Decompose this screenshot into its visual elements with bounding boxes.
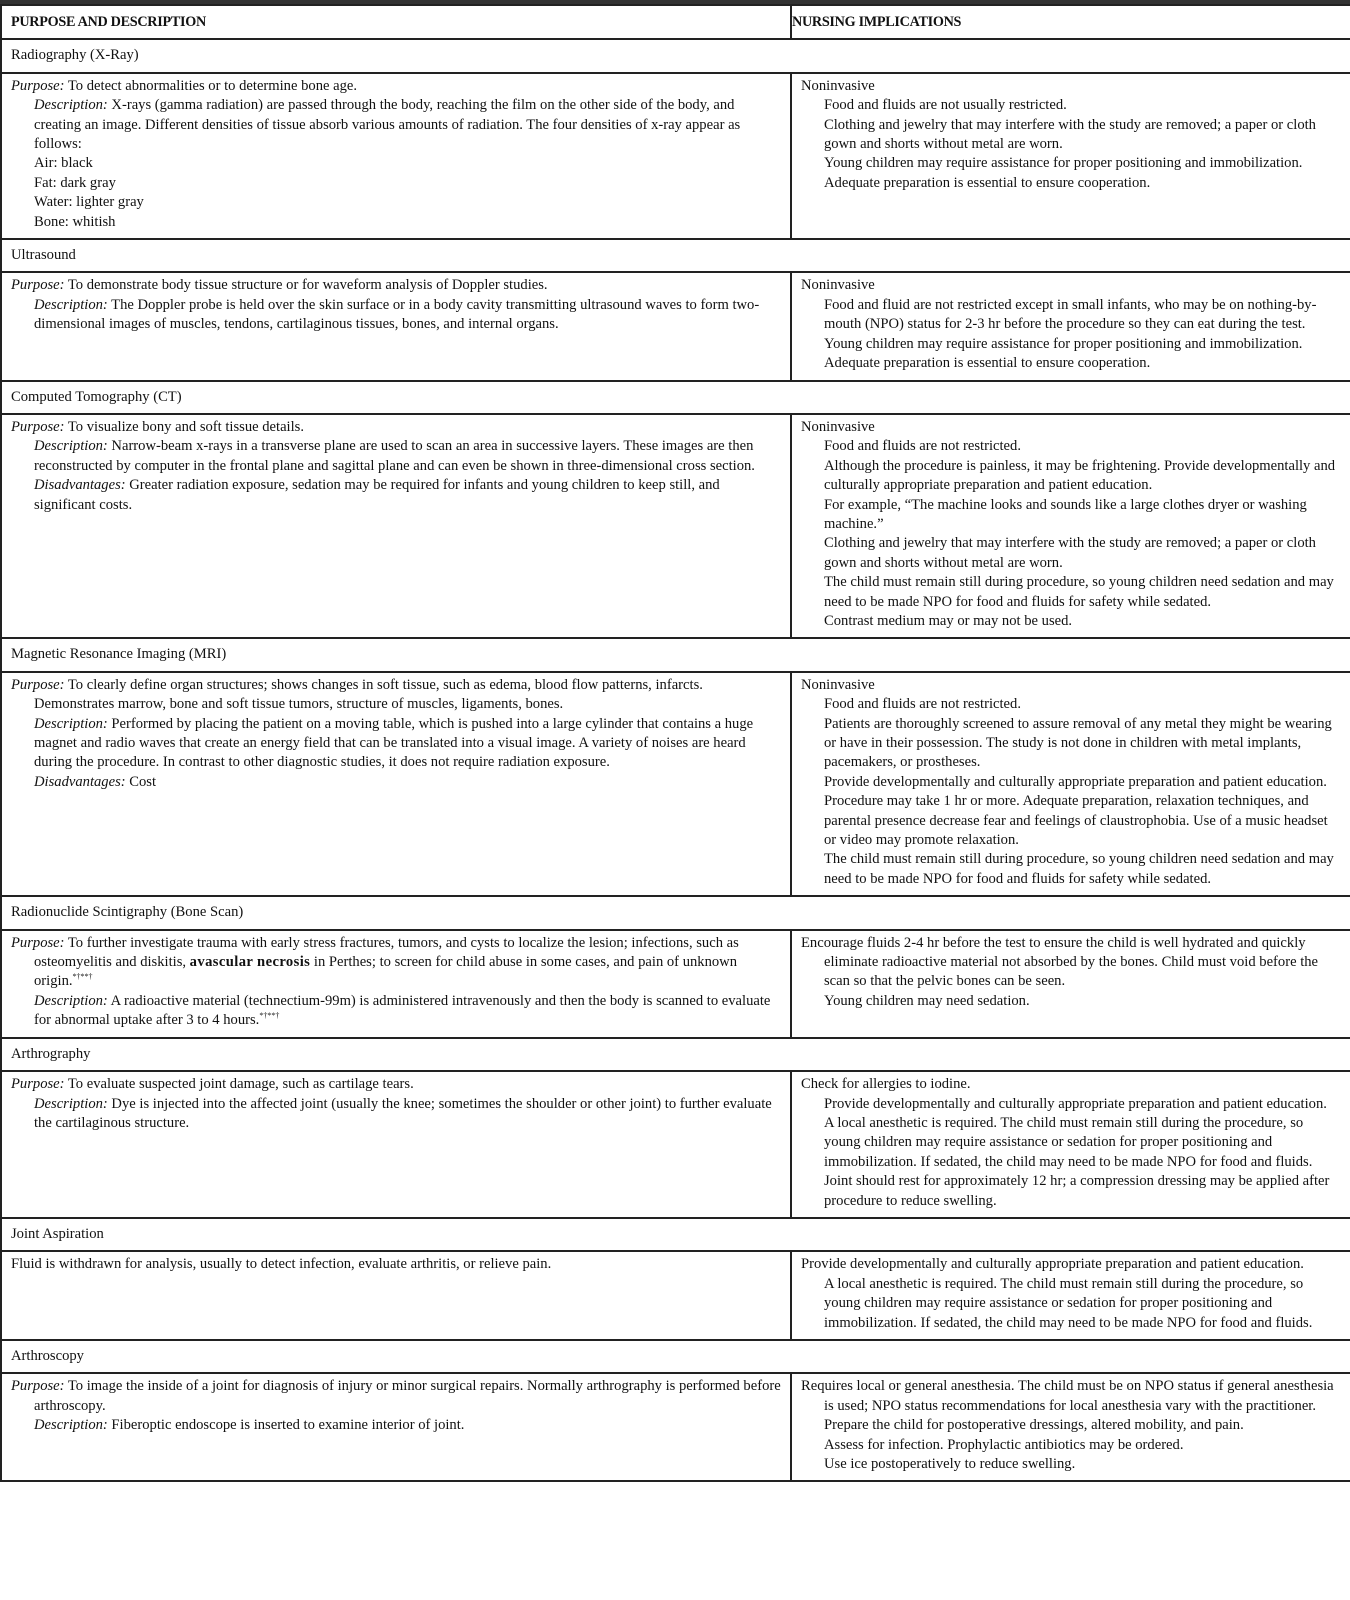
purpose-label: Purpose: bbox=[11, 934, 65, 951]
nursing-item: Food and fluids are not usually restricted. bbox=[824, 97, 1067, 114]
reference-marks: *†**† bbox=[259, 1011, 280, 1021]
nursing-item: For example, “The machine looks and sounds like a large clothes dryer or washing machine.” bbox=[824, 496, 1307, 532]
nursing-item: Adequate preparation is essential to ensure cooperation. bbox=[824, 355, 1151, 372]
nursing-item: Young children may require assistance for proper positioning and immobilization. bbox=[824, 335, 1303, 352]
section-body-row bbox=[1, 414, 1350, 638]
radiography-description-cell bbox=[1, 73, 791, 239]
description-text: X-rays (gamma radiation) are passed through the body, reaching the film on the other side of the body, and creating an image. Different densities of tissue absorb various amounts of radiation. The four densities of x-ray appear as follows: bbox=[34, 97, 741, 153]
nursing-item: A local anesthetic is required. The child must remain still during the procedure, so young children may require assistance or sedation for proper positioning and immobilization. If sedated, the child may need to be made NPO for food and fluids. bbox=[824, 1114, 1313, 1170]
arthroscopy-description-cell bbox=[1, 1373, 791, 1481]
purpose-line bbox=[11, 418, 781, 437]
section-title-joint-aspiration: Joint Aspiration bbox=[1, 1218, 1350, 1251]
nursing-item: Provide developmentally and culturally appropriate preparation and patient education. bbox=[824, 1095, 1327, 1112]
nursing-item: Procedure may take 1 hr or more. Adequate preparation, relaxation techniques, and parental presence decrease fear and feelings of claustrophobia. Use of a music headset or video may promote relaxation. bbox=[824, 793, 1328, 849]
disadvantages-line bbox=[11, 476, 781, 515]
nursing-item: Provide developmentally and culturally appropriate preparation and patient education. bbox=[824, 773, 1327, 790]
purpose-label: Purpose: bbox=[11, 418, 65, 435]
disadvantages-line bbox=[11, 773, 781, 792]
description-text: A radioactive material (technectium-99m) is administered intravenously and then the body is scanned to evaluate for abnormal uptake after 3 to 4 hours. bbox=[34, 992, 771, 1029]
description-text: Narrow-beam x-rays in a transverse plane are used to scan an area in successive layers. These images are then reconstructed by computer in the frontal plane and sagittal plane and can even be shown in three-dimensional cross section. bbox=[34, 438, 755, 474]
purpose-continuation: Demonstrates marrow, bone and soft tissue tumors, structure of muscles, ligaments, bones. bbox=[34, 696, 564, 713]
section-title-row bbox=[1, 638, 1350, 671]
section-body-row bbox=[1, 1373, 1350, 1481]
disadvantages-text: Greater radiation exposure, sedation may be required for infants and young children to keep still, and significant costs. bbox=[34, 477, 720, 513]
section-body-row bbox=[1, 930, 1350, 1038]
header-purpose-description: PURPOSE AND DESCRIPTION bbox=[1, 5, 791, 39]
description-label: Description: bbox=[34, 438, 108, 455]
description-label: Description: bbox=[34, 296, 108, 313]
description-line bbox=[11, 296, 781, 335]
procedures-table bbox=[0, 4, 1350, 1482]
nursing-item: Assess for infection. Prophylactic antibiotics may be ordered. bbox=[824, 1436, 1184, 1453]
ultrasound-description-cell bbox=[1, 272, 791, 380]
nursing-lead: Encourage fluids 2-4 hr before the test to ensure the child is well hydrated and quickly eliminate radioactive material not absorbed by the bones. Child must void before the scan so that the pelvic bones can be seen. bbox=[801, 934, 1319, 990]
nursing-item: Patients are thoroughly screened to assure removal of any metal they might be wearing or have in their possession. The study is not done in children with metal implants, pacemakers, or prostheses. bbox=[824, 715, 1332, 771]
nursing-item: Food and fluid are not restricted except in small infants, who may be on nothing-by-mouth (NPO) status for 2-3 hr before the procedure so they can eat during the test. bbox=[824, 296, 1317, 333]
purpose-text: To image the inside of a joint for diagnosis of injury or minor surgical repairs. Normally arthrography is performed before arthroscopy. bbox=[34, 1378, 781, 1414]
nursing-item: Although the procedure is painless, it may be frightening. Provide developmentally and culturally appropriate preparation and patient education. bbox=[824, 457, 1336, 494]
nursing-item: Use ice postoperatively to reduce swelling. bbox=[824, 1456, 1076, 1472]
description-label: Description: bbox=[34, 1095, 108, 1112]
section-title-ultrasound: Ultrasound bbox=[1, 239, 1350, 272]
section-title-bone-scan: Radionuclide Scintigraphy (Bone Scan) bbox=[1, 896, 1350, 929]
description-label: Description: bbox=[34, 715, 108, 732]
description-label: Description: bbox=[34, 97, 108, 114]
nursing-item: Prepare the child for postoperative dressings, altered mobility, and pain. bbox=[824, 1417, 1244, 1434]
disadvantages-label: Disadvantages: bbox=[34, 773, 126, 790]
purpose-line bbox=[11, 1075, 781, 1094]
reference-marks: *†**† bbox=[72, 972, 93, 982]
density-item: Water: lighter gray bbox=[34, 194, 144, 211]
ultrasound-nursing-cell bbox=[791, 272, 1350, 380]
nursing-item: Food and fluids are not restricted. bbox=[824, 696, 1021, 713]
description-line bbox=[11, 1416, 781, 1435]
nursing-item: Adequate preparation is essential to ensure cooperation. bbox=[824, 174, 1151, 191]
section-title-row bbox=[1, 896, 1350, 929]
nursing-item: Food and fluids are not restricted. bbox=[824, 438, 1021, 455]
purpose-text: in Perthes; to screen for child abuse in some cases, and pain of unknown origin. bbox=[34, 954, 738, 990]
purpose-label: Purpose: bbox=[11, 1076, 65, 1093]
purpose-label: Purpose: bbox=[11, 77, 65, 94]
section-title-mri: Magnetic Resonance Imaging (MRI) bbox=[1, 638, 1350, 671]
nursing-lead: Noninvasive bbox=[801, 277, 875, 294]
description-label: Description: bbox=[34, 1417, 108, 1434]
purpose-line bbox=[11, 1377, 781, 1416]
nursing-lead: Noninvasive bbox=[801, 77, 875, 94]
nursing-item: Clothing and jewelry that may interfere with the study are removed; a paper or cloth gown and shorts without metal are worn. bbox=[824, 535, 1316, 571]
nursing-lead: Noninvasive bbox=[801, 676, 875, 693]
description-line bbox=[11, 96, 781, 154]
purpose-line bbox=[11, 934, 781, 992]
joint-aspiration-nursing-cell bbox=[791, 1251, 1350, 1340]
nursing-item: Joint should rest for approximately 12 hr; a compression dressing may be applied after procedure to reduce swelling. bbox=[824, 1173, 1330, 1209]
density-item: Bone: whitish bbox=[34, 213, 116, 230]
section-body-row bbox=[1, 672, 1350, 896]
description-text: The Doppler probe is held over the skin surface or in a body cavity transmitting ultrasound waves to form two-dimensional images of muscles, tendons, cartilaginous tissues, bones, and internal organs. bbox=[34, 296, 760, 333]
section-title-row bbox=[1, 1038, 1350, 1071]
description-text: Performed by placing the patient on a moving table, which is pushed into a large cylinder that contains a huge magnet and radio waves that create an energy field that can be translated into a visual image. A variety of noises are heard during the procedure. In contrast to other diagnostic studies, it does not require radiation exposure. bbox=[34, 715, 754, 771]
disadvantages-label: Disadvantages: bbox=[34, 477, 126, 494]
description-text: Fiberoptic endoscope is inserted to examine interior of joint. bbox=[107, 1417, 465, 1434]
header-nursing-implications: NURSING IMPLICATIONS bbox=[791, 5, 1350, 39]
purpose-line bbox=[11, 77, 781, 96]
purpose-label: Purpose: bbox=[11, 1378, 65, 1395]
radiography-nursing-cell bbox=[791, 73, 1350, 239]
mri-nursing-cell bbox=[791, 672, 1350, 896]
nursing-item: A local anesthetic is required. The child must remain still during the procedure, so young children may require assistance or sedation for proper positioning and immobilization. If sedated, the child may need to be made NPO for food and fluids. bbox=[824, 1275, 1313, 1331]
section-body-row bbox=[1, 272, 1350, 380]
purpose-text: To further investigate trauma with early stress fractures, tumors, and cysts to localize the lesion; infections, such as osteomyelitis and diskitis, bbox=[34, 934, 739, 971]
nursing-item: Contrast medium may or may not be used. bbox=[824, 612, 1073, 629]
nursing-item: Young children may require assistance for proper positioning and immobilization. bbox=[824, 155, 1303, 172]
arthrography-description-cell bbox=[1, 1071, 791, 1218]
description-label: Description: bbox=[34, 992, 108, 1009]
section-body-row bbox=[1, 1071, 1350, 1218]
purpose-text: To detect abnormalities or to determine bone age. bbox=[64, 77, 358, 94]
section-title-row bbox=[1, 1340, 1350, 1373]
section-title-row bbox=[1, 39, 1350, 72]
description-text: Dye is injected into the affected joint (usually the knee; sometimes the shoulder or other joint) to further evaluate the cartilaginous structure. bbox=[34, 1095, 772, 1131]
bone-scan-nursing-cell bbox=[791, 930, 1350, 1038]
density-item: Air: black bbox=[34, 155, 93, 172]
section-title-row bbox=[1, 239, 1350, 272]
key-term: avascular necrosis bbox=[189, 954, 311, 971]
description-line bbox=[11, 992, 781, 1031]
purpose-text: To demonstrate body tissue structure or for waveform analysis of Doppler studies. bbox=[64, 277, 548, 294]
purpose-text: To visualize bony and soft tissue details. bbox=[64, 418, 304, 435]
description-line bbox=[11, 1095, 781, 1134]
joint-aspiration-description-cell: Fluid is withdrawn for analysis, usually to detect infection, evaluate arthritis, or relieve pain. bbox=[1, 1251, 791, 1340]
nursing-lead: Requires local or general anesthesia. The child must be on NPO status if general anesthesia is used; NPO status recommendations for local anesthesia vary with the practitioner. bbox=[801, 1378, 1334, 1414]
bone-scan-description-cell bbox=[1, 930, 791, 1038]
arthrography-nursing-cell bbox=[791, 1071, 1350, 1218]
purpose-line bbox=[11, 276, 781, 295]
description-line bbox=[11, 437, 781, 476]
section-body-row bbox=[1, 73, 1350, 239]
arthroscopy-nursing-cell bbox=[791, 1373, 1350, 1481]
section-title-ct: Computed Tomography (CT) bbox=[1, 381, 1350, 414]
disadvantages-text: Cost bbox=[125, 773, 157, 790]
section-title-row bbox=[1, 381, 1350, 414]
section-body-row bbox=[1, 1251, 1350, 1340]
nursing-lead: Check for allergies to iodine. bbox=[801, 1076, 971, 1093]
density-item: Fat: dark gray bbox=[34, 174, 116, 191]
purpose-text: To clearly define organ structures; shows changes in soft tissue, such as edema, blood flow patterns, infarcts. bbox=[64, 676, 703, 693]
purpose-line bbox=[11, 676, 781, 695]
nursing-item: The child must remain still during procedure, so young children need sedation and may need to be made NPO for food and fluids for safety while sedated. bbox=[824, 574, 1334, 610]
section-title-arthroscopy: Arthroscopy bbox=[1, 1340, 1350, 1373]
ct-description-cell bbox=[1, 414, 791, 638]
nursing-lead: Noninvasive bbox=[801, 418, 875, 435]
table-header-row bbox=[1, 5, 1350, 39]
section-title-arthrography: Arthrography bbox=[1, 1038, 1350, 1071]
nursing-item: Clothing and jewelry that may interfere with the study are removed; a paper or cloth gown and shorts without metal are worn. bbox=[824, 116, 1316, 153]
purpose-label: Purpose: bbox=[11, 277, 65, 294]
mri-description-cell bbox=[1, 672, 791, 896]
purpose-label: Purpose: bbox=[11, 676, 65, 693]
section-title-row bbox=[1, 1218, 1350, 1251]
nursing-lead: Provide developmentally and culturally appropriate preparation and patient education. bbox=[801, 1256, 1304, 1273]
ct-nursing-cell bbox=[791, 414, 1350, 638]
nursing-item: The child must remain still during procedure, so young children need sedation and may need to be made NPO for food and fluids for safety while sedated. bbox=[824, 851, 1334, 887]
nursing-item: Young children may need sedation. bbox=[824, 992, 1030, 1009]
section-title-radiography: Radiography (X-Ray) bbox=[1, 39, 1350, 72]
description-line bbox=[11, 715, 781, 773]
purpose-text: To evaluate suspected joint damage, such as cartilage tears. bbox=[64, 1076, 414, 1093]
